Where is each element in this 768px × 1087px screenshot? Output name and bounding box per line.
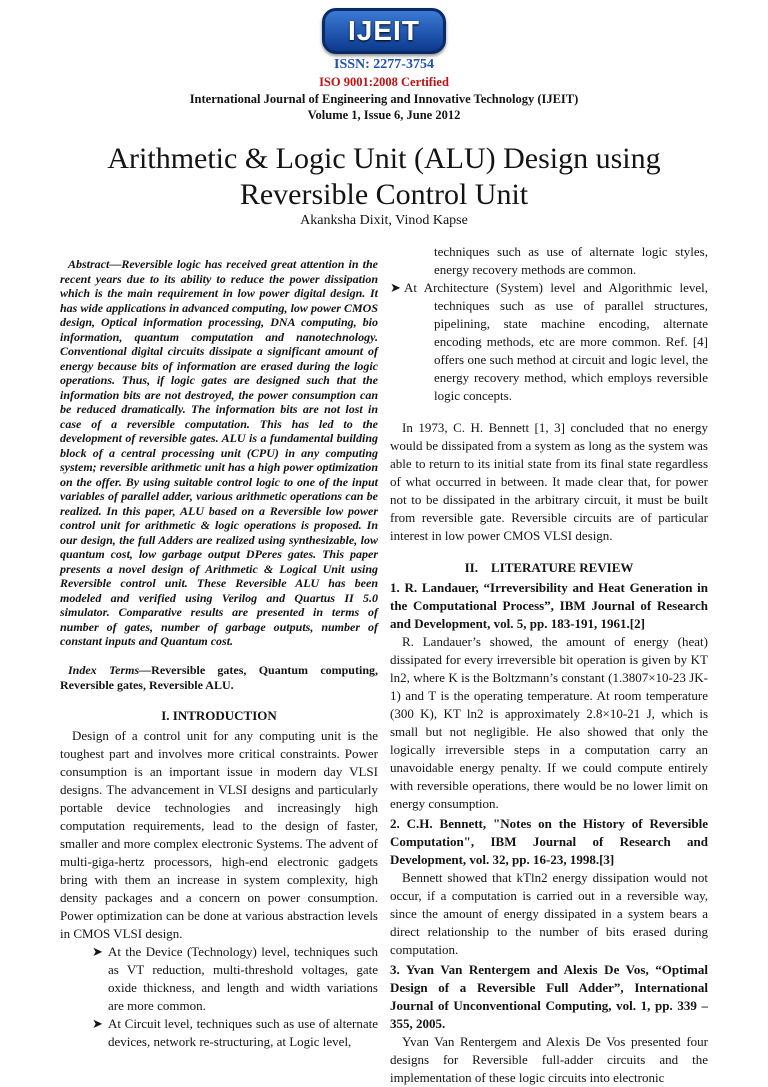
- paper-authors: Akanksha Dixit, Vinod Kapse: [300, 213, 468, 228]
- index-terms-text: —Reversible gates, Quantum computing, Reversible gates, Reversible ALU.: [60, 662, 378, 692]
- ijeit-logo: [322, 8, 446, 54]
- list-item: [60, 943, 378, 1015]
- section-heading-introduction: I. INTRODUCTION: [161, 707, 277, 723]
- bullet-text: At Architecture (System) level and Algorithmic level, techniques such as use of parallel structures, pipelining, state machine encoding, alternate encoding methods, etc are more common. Ref. [4] offers one such method at circuit and logic level, the energy recovery method, which employs reversible logic concepts.: [404, 280, 708, 403]
- logo-text: IJEIT: [348, 15, 420, 46]
- list-item: [60, 1015, 378, 1051]
- right-column: [390, 243, 708, 1087]
- bullet-text: At the Device (Technology) level, techniques such as VT reduction, multi-threshold voltages, gate oxide thickness, and length and width variations are more common.: [108, 943, 378, 1013]
- index-terms-lead: Index Terms: [68, 662, 140, 677]
- reference-3-summary: Yvan Van Rentergem and Alexis De Vos presented four designs for Reversible full-adder circuits and the implementation of these logic circuits into electronic: [390, 1034, 708, 1085]
- index-terms: [60, 663, 378, 693]
- section-heading-literature-review: II. LITERATURE REVIEW: [464, 560, 634, 575]
- reference-1-summary: R. Landauer’s showed, the amount of energy (heat) dissipated for every irreversible bit operation is given by KT ln2, where K is the Boltzmann’s constant (1.3807×10-23 JK-1) and T is the operating temperature. At room temperature (300 K), KT ln2 is approximately 2.8×10-21 J, which is small but not negligible. He also showed that only the logically irreversible steps in a computation carry an unavoidable energy penalty. If we could compute entirely with reversible operations, there would be no lower limit on energy consumption.: [390, 634, 708, 811]
- bullet-text: techniques such as use of alternate logic styles, energy recovery methods are common.: [434, 244, 708, 277]
- reference-2: 2. C.H. Bennett, "Notes on the History of Reversible Computation", IBM Journal of Research and Development, vol. 32, pp. 16-23, 1998.[3]: [390, 816, 708, 867]
- reference-2-summary: Bennett showed that kTln2 energy dissipation would not occur, if a computation is carried out in a reversible way, since the amount of energy dissipated in a system bears a direct relationship to the number of bits erased during computation.: [390, 870, 708, 957]
- reference-3: 3. Yvan Van Rentergem and Alexis De Vos, “Optimal Design of a Reversible Full Adder”, International Journal of Unconventional Computing, vol. 1, pp. 339 – 355, 2005.: [390, 962, 708, 1031]
- intro-bullet-list: [60, 943, 378, 1051]
- intro-paragraph-2: In 1973, C. H. Bennett [1, 3] concluded that no energy would be dissipated from a system as long as the system was able to return to its initial state from its final state regardless of what occurred in between. It made clear that, for power not to be dissipated in the arbitrary circuit, it must be built from reversible gate. Reversible circuits are of particular interest in low power CMOS VLSI design.: [390, 420, 708, 543]
- journal-name: International Journal of Engineering and Innovative Technology (IJEIT): [189, 92, 579, 106]
- abstract: Abstract—Reversible logic has received great attention in the recent years due to its ability to reduce the power dissipation which is the main requirement in low power digital design. It has wide applications in advanced computing, low power CMOS design, Optical information processing, DNA computing, bio information, quantum computation and nanotechnology. Conventional digital circuits dissipate a significant amount of energy because bits of information are erased during the logic operations. Thus, if logic gates are designed such that the information bits are not destroyed, the power consumption can be reduced dramatically. The information bits are not lost in case of a reversible computation. This has led to the development of reversible gates. ALU is a fundamental building block of a central processing unit (CPU) in any computing system; reversible arithmetic unit has a high power optimization on the offer. By using suitable control logic to one of the input variables of parallel adder, various arithmetic operations can be realized. In this paper, ALU based on a Reversible low power control unit for arithmetic & logic operations is proposed. In our design, the full Adders are realized using synthesizable, low quantum cost, low garbage output DPeres gates. This paper presents a novel design of Arithmetic & Logical Unit using Reversible control unit. These Reversible ALU has been modeled and verified using Verilog and Quartus II 5.0 simulator. Comparative results are presented in terms of number of gates, number of garbage outputs, number of constant inputs and Quantum cost.: [60, 257, 378, 648]
- intro-bullet-list-continued: [390, 243, 708, 405]
- arrow-bullet-icon: ➤: [92, 1015, 103, 1031]
- left-column: [60, 257, 378, 1051]
- list-item: [390, 279, 708, 405]
- reference-1: 1. R. Landauer, “Irreversibility and Heat Generation in the Computational Process”, IBM Journal of Research and Development, vol. 5, pp. 183-191, 1961.[2]: [390, 580, 708, 631]
- issn: ISSN: 2277-3754: [334, 57, 434, 72]
- arrow-bullet-icon: ➤: [92, 943, 103, 959]
- journal-volume: Volume 1, Issue 6, June 2012: [307, 108, 461, 122]
- arrow-bullet-icon: ➤: [390, 280, 401, 295]
- paper-title: Arithmetic & Logic Unit (ALU) Design using Reversible Control Unit: [107, 142, 661, 211]
- bullet-text: At Circuit level, techniques such as use of alternate devices, network re-structuring, at Logic level,: [108, 1015, 378, 1049]
- list-item: [390, 243, 708, 279]
- intro-paragraph-1: Design of a control unit for any computing unit is the toughest part and involves more critical constraints. Power consumption is an important issue in modern day VLSI designs. The advancement in VLSI designs and particularly portable device technologies and increasingly high computation requirements, lead to the design of faster, smaller and more complex electronic Systems. The advent of multi-giga-hertz processors, high-end electronic gadgets bring with them an increase in system complexity, high density packages and a concern on power consumption. Power optimization can be done at various abstraction levels in CMOS VLSI design.: [60, 727, 378, 941]
- iso-certification: ISO 9001:2008 Certified: [319, 75, 449, 89]
